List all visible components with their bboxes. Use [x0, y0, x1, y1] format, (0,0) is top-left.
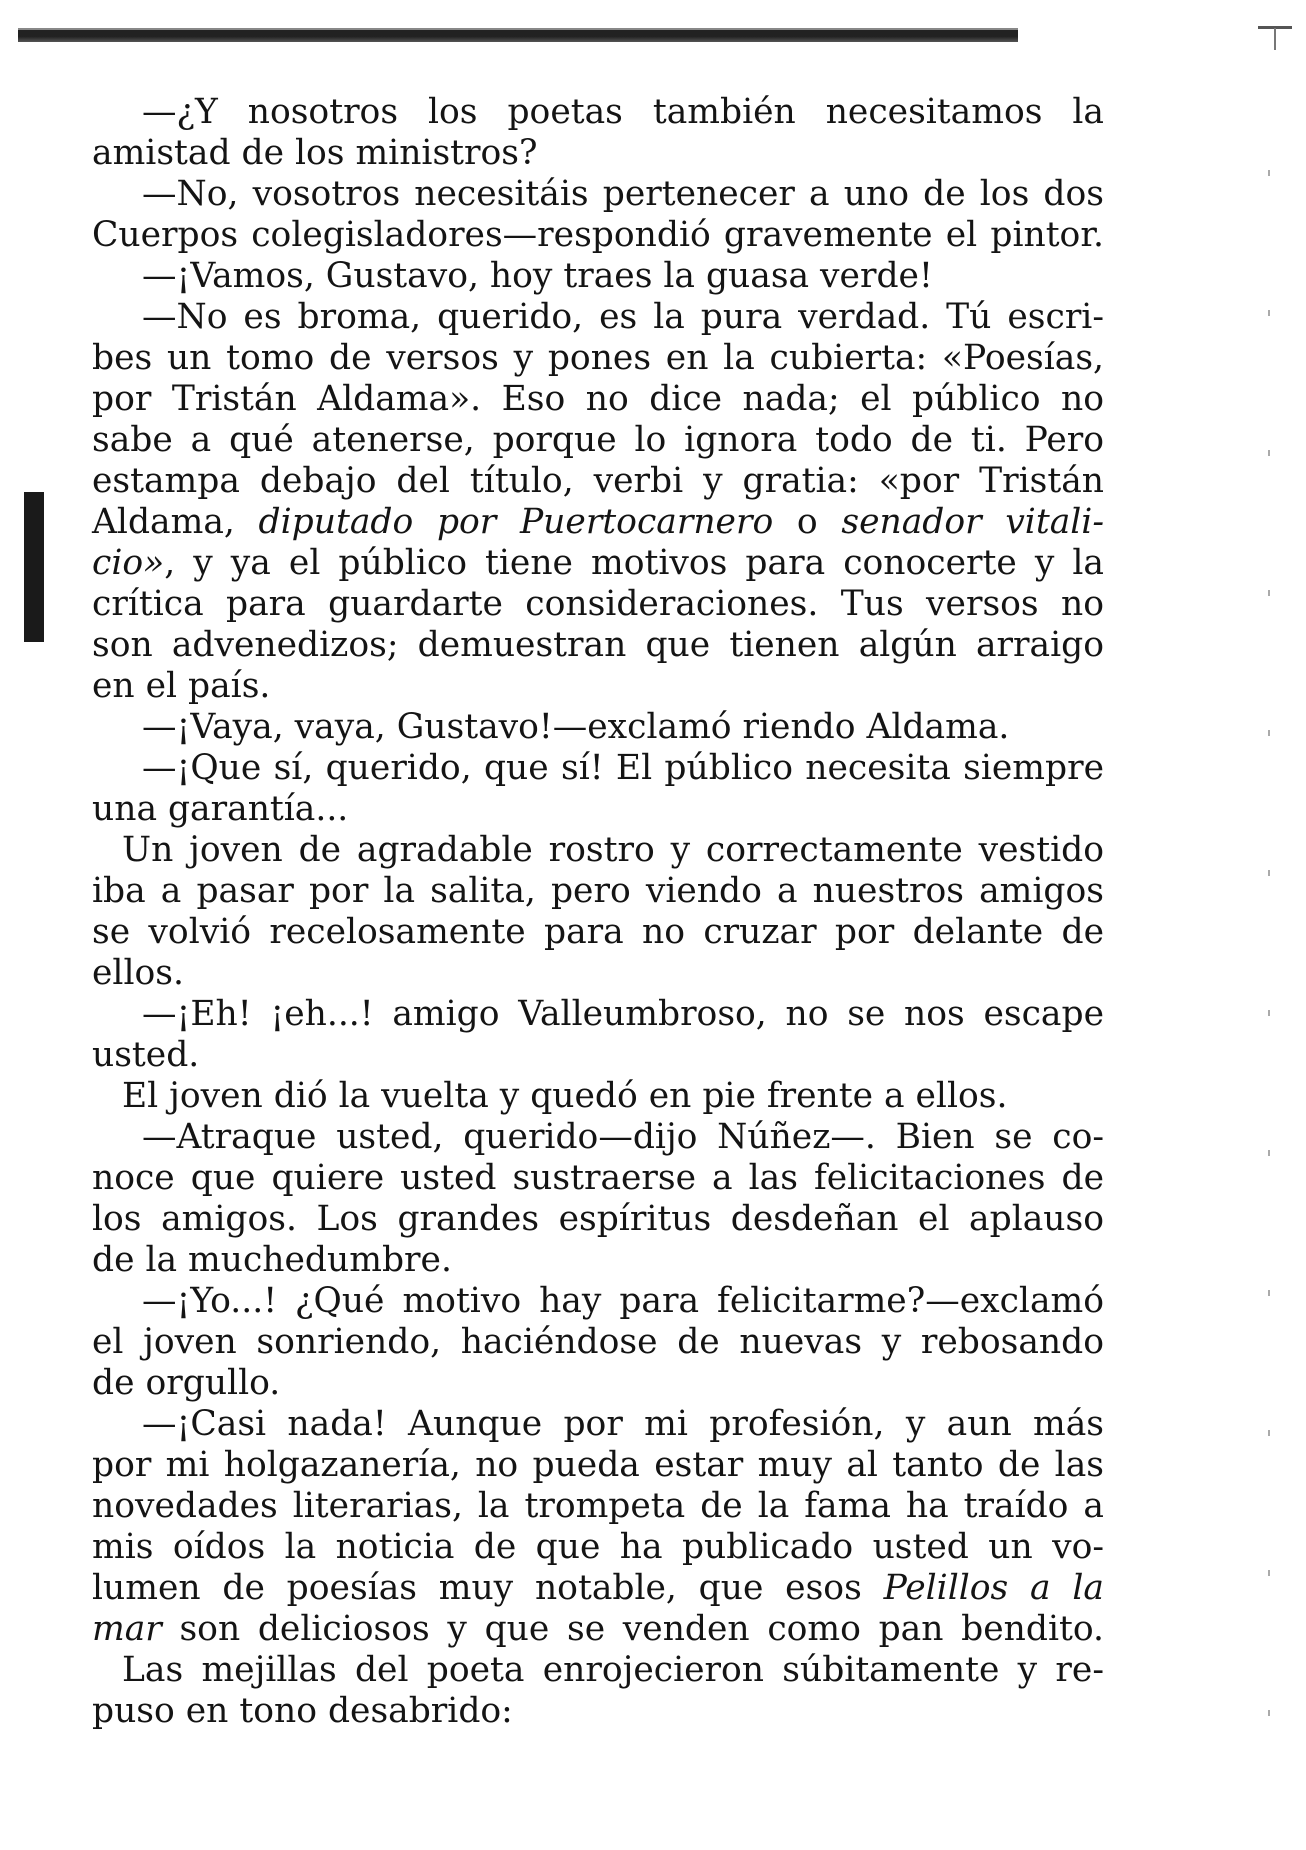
text-run: , y ya el público tiene motivos para conocerte y la — [164, 543, 1104, 583]
text-line: novedades literarias, la trompeta de la fama ha traído a — [92, 1486, 1104, 1526]
text-line: —¡Que sí, querido, que sí! El público necesita siempre — [142, 748, 1104, 788]
text-line: estampa debajo del título, verbi y gratia: «por Tristán — [92, 461, 1104, 501]
text-line: —¡Casi nada! Aunque por mi profesión, y aun más — [142, 1404, 1104, 1444]
text-line-mixed — [92, 502, 1104, 543]
text-line: —¡Yo...! ¿Qué motivo hay para felicitarme?—exclamó — [142, 1281, 1104, 1321]
text-line: amistad de los ministros? — [92, 133, 538, 173]
text-line: se volvió recelosamente para no cruzar por delante de — [92, 912, 1104, 952]
text-line: sabe a qué atenerse, porque lo ignora todo de ti. Pero — [92, 420, 1104, 460]
text-line: crítica para guardarte consideraciones. Tus versos no — [92, 584, 1104, 624]
text-run: son deliciosos y que se venden como pan bendito. — [161, 1609, 1104, 1649]
text-line: —Atraque usted, querido—dijo Núñez—. Bien se co- — [142, 1117, 1104, 1157]
text-line: iba a pasar por la salita, pero viendo a nuestros amigos — [92, 871, 1104, 911]
page-top-rule — [18, 30, 1018, 42]
text-line: puso en tono desabrido: — [92, 1691, 513, 1731]
text-line-mixed — [92, 1568, 1104, 1609]
text-line: de orgullo. — [92, 1363, 281, 1403]
text-line: El joven dió la vuelta y quedó en pie frente a ellos. — [122, 1076, 1008, 1116]
italic-run: cio» — [92, 543, 165, 583]
text-line: los amigos. Los grandes espíritus desdeñan el aplauso — [92, 1199, 1104, 1239]
corner-tick — [1274, 28, 1276, 50]
text-run: o — [773, 502, 842, 542]
text-line: —¡Eh! ¡eh...! amigo Valleumbroso, no se nos escape — [142, 994, 1104, 1034]
text-line: —¿Y nosotros los poetas también necesitamos la — [142, 92, 1104, 132]
text-line: son advenedizos; demuestran que tienen algún arraigo — [92, 625, 1104, 665]
text-line: —No es broma, querido, es la pura verdad. Tú escri- — [142, 297, 1104, 337]
text-line: por Tristán Aldama». Eso no dice nada; el público no — [92, 379, 1104, 419]
text-line: Cuerpos colegisladores—respondió gravemente el pintor. — [92, 215, 1104, 255]
text-line: —¡Vaya, vaya, Gustavo!—exclamó riendo Aldama. — [142, 707, 1010, 747]
scan-edge-specks — [1268, 110, 1270, 1810]
text-line-mixed — [92, 1609, 1104, 1650]
text-line: de la muchedumbre. — [92, 1240, 452, 1280]
page-body-text — [92, 92, 1104, 1732]
text-line: el joven sonriendo, haciéndose de nuevas y rebosando — [92, 1322, 1104, 1362]
scan-ink-blot — [24, 492, 44, 642]
italic-run: mar — [92, 1609, 162, 1649]
text-line: —¡Vamos, Gustavo, hoy traes la guasa verde! — [142, 256, 933, 296]
text-run: Aldama, — [92, 502, 259, 542]
text-line: en el país. — [92, 666, 271, 706]
text-line: usted. — [92, 1035, 200, 1075]
italic-run: diputado por Puertocarnero — [258, 502, 774, 542]
text-line: bes un tomo de versos y pones en la cubierta: «Poesías, — [92, 338, 1104, 378]
text-line: Las mejillas del poeta enrojecieron súbitamente y re- — [122, 1650, 1104, 1690]
text-line-mixed — [92, 543, 1104, 584]
text-line: —No, vosotros necesitáis pertenecer a uno de los dos — [142, 174, 1104, 214]
italic-run: senador vitali- — [841, 502, 1104, 542]
italic-run: Pelillos a la — [883, 1568, 1104, 1608]
text-line: ellos. — [92, 953, 184, 993]
text-line: Un joven de agradable rostro y correctamente vestido — [122, 830, 1104, 870]
text-run: lumen de poesías muy notable, que esos — [92, 1568, 884, 1608]
text-line: por mi holgazanería, no pueda estar muy al tanto de las — [92, 1445, 1104, 1485]
text-line: mis oídos la noticia de que ha publicado usted un vo- — [92, 1527, 1104, 1567]
text-line: una garantía... — [92, 789, 349, 829]
text-line: noce que quiere usted sustraerse a las felicitaciones de — [92, 1158, 1104, 1198]
